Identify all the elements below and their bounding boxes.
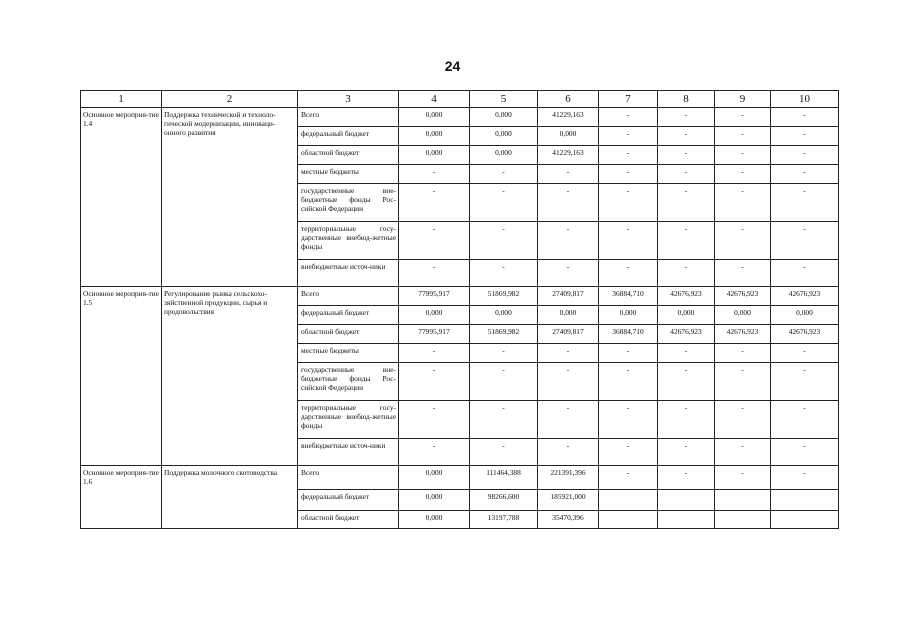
value-cell: - — [599, 401, 658, 439]
value-cell: 0,000 — [470, 127, 538, 146]
value-cell: 0,000 — [470, 146, 538, 165]
value-cell: 0,000 — [658, 306, 715, 325]
value-cell: - — [470, 363, 538, 401]
value-cell: 0,000 — [399, 490, 470, 511]
budget-table — [80, 90, 839, 529]
table-row — [81, 287, 839, 306]
value-cell: - — [715, 146, 771, 165]
column-header: 8 — [658, 91, 715, 108]
funding-source-cell: областной бюджет — [298, 146, 399, 165]
value-cell: - — [599, 439, 658, 466]
value-cell: - — [658, 222, 715, 260]
value-cell: 27409,817 — [538, 325, 599, 344]
value-cell: - — [658, 344, 715, 363]
table-row — [81, 466, 839, 490]
funding-source-cell: областной бюджет — [298, 325, 399, 344]
value-cell: - — [470, 184, 538, 222]
value-cell: - — [538, 401, 599, 439]
value-cell: 41229,163 — [538, 146, 599, 165]
value-cell: 51869,982 — [470, 325, 538, 344]
activity-code-cell: Основное мероприя-тие 1.5 — [81, 287, 162, 466]
value-cell: - — [771, 127, 839, 146]
value-cell: - — [771, 260, 839, 287]
value-cell: - — [771, 222, 839, 260]
value-cell: - — [599, 146, 658, 165]
value-cell: - — [399, 344, 470, 363]
value-cell: - — [399, 165, 470, 184]
activity-name-cell: Регулирование рынка сельскохо-зяйственной продукции, сырья и продовольствия — [162, 287, 298, 466]
column-header: 10 — [771, 91, 839, 108]
value-cell: - — [715, 165, 771, 184]
value-cell: - — [470, 439, 538, 466]
value-cell — [599, 511, 658, 529]
value-cell: - — [399, 363, 470, 401]
funding-source-cell: государственные вне-бюджетные фонды Рос-сийской Федерации — [298, 363, 399, 401]
value-cell: - — [538, 165, 599, 184]
value-cell: - — [399, 439, 470, 466]
funding-source-cell: Всего — [298, 287, 399, 306]
value-cell: - — [715, 260, 771, 287]
value-cell: - — [599, 222, 658, 260]
table-header-row — [81, 91, 839, 108]
column-header: 9 — [715, 91, 771, 108]
value-cell — [715, 511, 771, 529]
value-cell: 111464,388 — [470, 466, 538, 490]
column-header: 1 — [81, 91, 162, 108]
value-cell: 98266,600 — [470, 490, 538, 511]
value-cell: - — [771, 439, 839, 466]
value-cell: - — [470, 344, 538, 363]
value-cell: - — [715, 466, 771, 490]
column-header: 3 — [298, 91, 399, 108]
value-cell: - — [715, 439, 771, 466]
value-cell — [658, 511, 715, 529]
value-cell: - — [658, 439, 715, 466]
value-cell: 0,000 — [399, 127, 470, 146]
value-cell: 35470,396 — [538, 511, 599, 529]
value-cell: - — [771, 401, 839, 439]
value-cell: 0,000 — [470, 108, 538, 127]
page-number: 24 — [444, 58, 461, 74]
value-cell: - — [715, 127, 771, 146]
value-cell: 0,000 — [399, 466, 470, 490]
value-cell: 42676,923 — [658, 325, 715, 344]
value-cell: - — [658, 108, 715, 127]
funding-source-cell: федеральный бюджет — [298, 490, 399, 511]
value-cell: 13197,788 — [470, 511, 538, 529]
value-cell: 41229,163 — [538, 108, 599, 127]
value-cell: - — [715, 363, 771, 401]
funding-source-cell: Всего — [298, 466, 399, 490]
value-cell: 0,000 — [715, 306, 771, 325]
value-cell: - — [538, 363, 599, 401]
value-cell — [658, 490, 715, 511]
value-cell: - — [658, 184, 715, 222]
activity-name-cell: Поддержка технической и техноло-гической модернизации, инноваци-онного развития — [162, 108, 298, 287]
value-cell: - — [658, 466, 715, 490]
column-header: 6 — [538, 91, 599, 108]
activity-name-cell: Поддержка молочного скотоводства — [162, 466, 298, 529]
funding-source-cell: территориальные госу-дарственные внебюд-жетные фонды — [298, 222, 399, 260]
value-cell — [771, 511, 839, 529]
value-cell: 42676,923 — [771, 325, 839, 344]
value-cell: 0,000 — [771, 306, 839, 325]
funding-source-cell: Всего — [298, 108, 399, 127]
value-cell: - — [538, 439, 599, 466]
value-cell: - — [470, 165, 538, 184]
value-cell: 185921,000 — [538, 490, 599, 511]
value-cell: - — [599, 260, 658, 287]
value-cell: - — [658, 260, 715, 287]
table-row — [81, 108, 839, 127]
value-cell: - — [399, 401, 470, 439]
value-cell: - — [399, 184, 470, 222]
value-cell: - — [599, 344, 658, 363]
value-cell: 77995,917 — [399, 287, 470, 306]
value-cell: - — [538, 184, 599, 222]
value-cell: - — [658, 165, 715, 184]
value-cell: - — [538, 222, 599, 260]
value-cell: - — [715, 344, 771, 363]
funding-source-cell: внебюджетные источ-ники — [298, 260, 399, 287]
value-cell: - — [470, 401, 538, 439]
value-cell — [599, 490, 658, 511]
value-cell: - — [658, 401, 715, 439]
value-cell — [715, 490, 771, 511]
value-cell: 77995,917 — [399, 325, 470, 344]
value-cell: - — [538, 344, 599, 363]
funding-source-cell: федеральный бюджет — [298, 306, 399, 325]
value-cell: 0,000 — [599, 306, 658, 325]
funding-source-cell: местные бюджеты — [298, 344, 399, 363]
value-cell: - — [599, 466, 658, 490]
value-cell — [771, 490, 839, 511]
value-cell: - — [599, 363, 658, 401]
value-cell: 42676,923 — [658, 287, 715, 306]
value-cell: - — [771, 466, 839, 490]
column-header: 7 — [599, 91, 658, 108]
value-cell: - — [470, 222, 538, 260]
value-cell: 0,000 — [399, 146, 470, 165]
value-cell: - — [599, 165, 658, 184]
value-cell: - — [399, 260, 470, 287]
value-cell: 51869,982 — [470, 287, 538, 306]
value-cell: 42676,923 — [715, 325, 771, 344]
value-cell: - — [658, 363, 715, 401]
value-cell: 0,000 — [470, 306, 538, 325]
value-cell: - — [715, 401, 771, 439]
funding-source-cell: областной бюджет — [298, 511, 399, 529]
value-cell: - — [771, 344, 839, 363]
value-cell: - — [658, 146, 715, 165]
funding-source-cell: государственные вне-бюджетные фонды Рос-сийской Федерации — [298, 184, 399, 222]
column-header: 4 — [399, 91, 470, 108]
value-cell: - — [771, 363, 839, 401]
value-cell: - — [399, 222, 470, 260]
value-cell: 0,000 — [399, 108, 470, 127]
value-cell: - — [715, 222, 771, 260]
value-cell: - — [771, 146, 839, 165]
funding-source-cell: территориальные госу-дарственные внебюд-жетные фонды — [298, 401, 399, 439]
value-cell: 0,000 — [538, 127, 599, 146]
value-cell: 0,000 — [399, 511, 470, 529]
funding-source-cell: федеральный бюджет — [298, 127, 399, 146]
value-cell: - — [599, 184, 658, 222]
column-header: 5 — [470, 91, 538, 108]
value-cell: - — [715, 184, 771, 222]
value-cell: - — [538, 260, 599, 287]
value-cell: 0,000 — [399, 306, 470, 325]
value-cell: - — [771, 184, 839, 222]
activity-code-cell: Основное мероприя-тие 1.6 — [81, 466, 162, 529]
value-cell: - — [658, 127, 715, 146]
value-cell: 42676,923 — [771, 287, 839, 306]
funding-source-cell: местные бюджеты — [298, 165, 399, 184]
value-cell: - — [715, 108, 771, 127]
value-cell: 42676,923 — [715, 287, 771, 306]
value-cell: - — [771, 165, 839, 184]
value-cell: - — [470, 260, 538, 287]
value-cell: - — [599, 127, 658, 146]
value-cell: 0,000 — [538, 306, 599, 325]
activity-code-cell: Основное мероприя-тие 1.4 — [81, 108, 162, 287]
value-cell: 221391,396 — [538, 466, 599, 490]
value-cell: - — [771, 108, 839, 127]
column-header: 2 — [162, 91, 298, 108]
value-cell: 36884,710 — [599, 325, 658, 344]
value-cell: 27409,817 — [538, 287, 599, 306]
funding-source-cell: внебюджетные источ-ники — [298, 439, 399, 466]
value-cell: - — [599, 108, 658, 127]
value-cell: 36884,710 — [599, 287, 658, 306]
